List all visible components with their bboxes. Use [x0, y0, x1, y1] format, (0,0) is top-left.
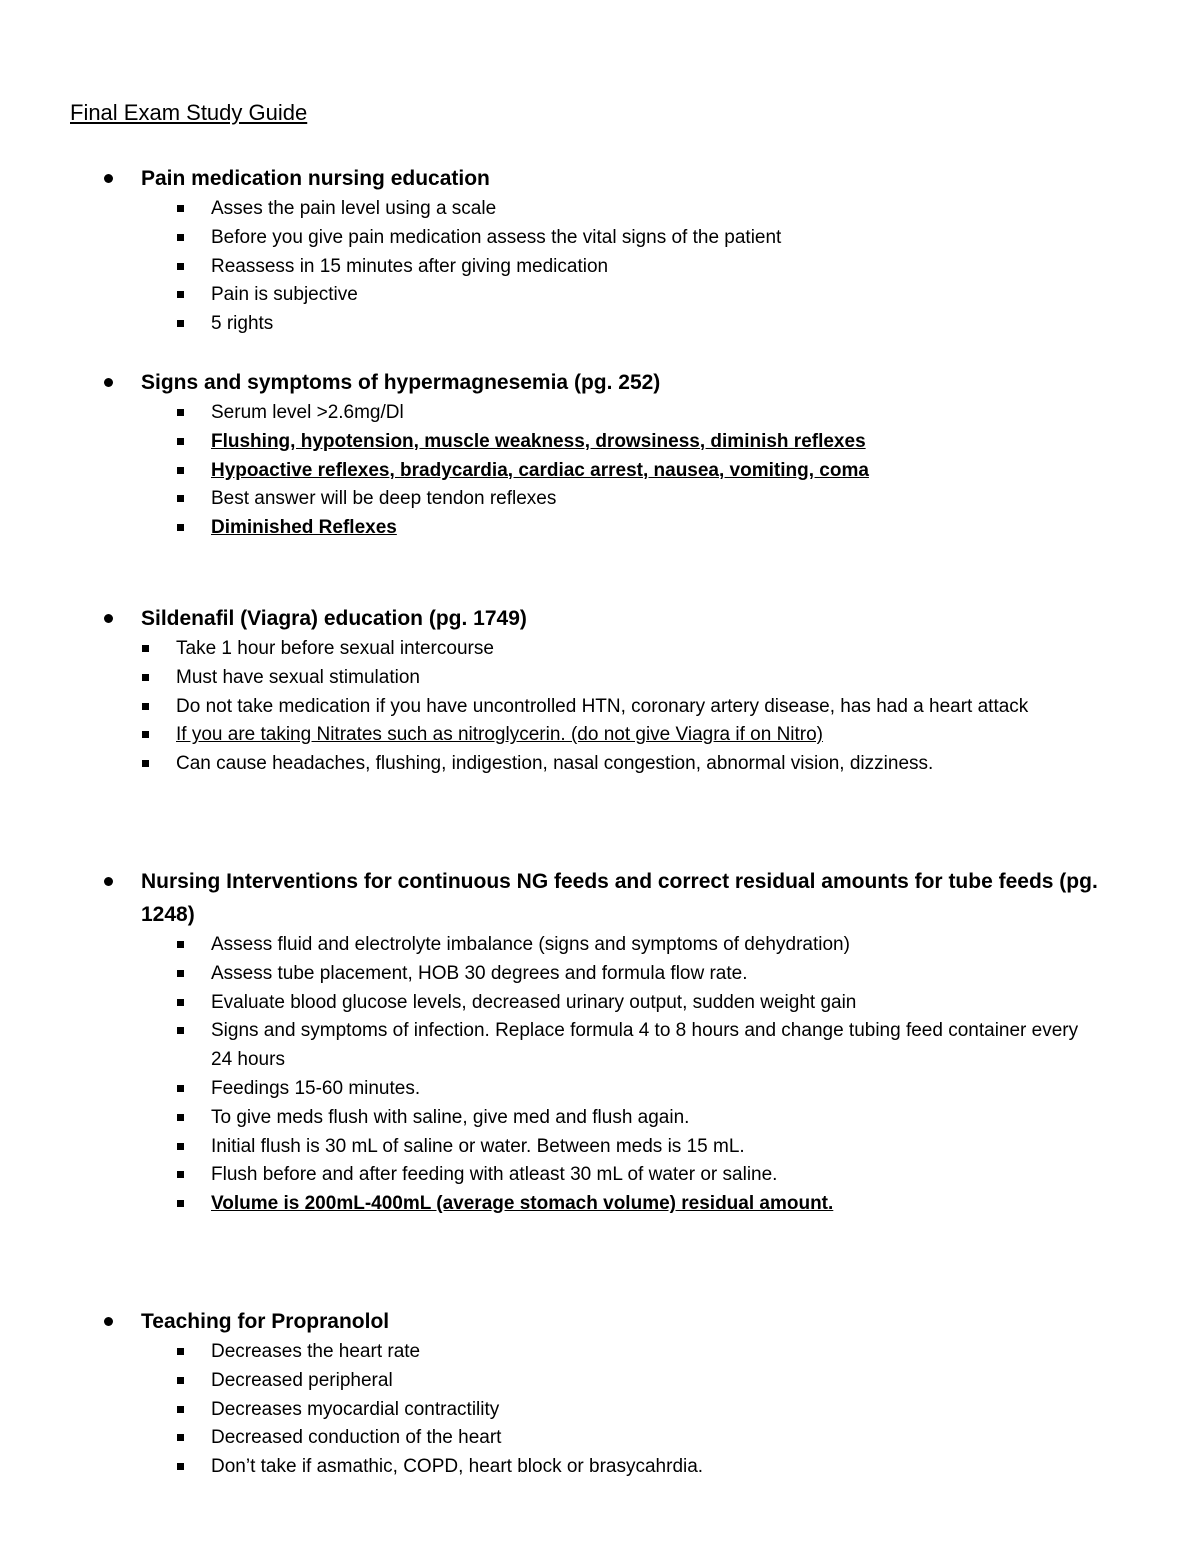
bullet-dot-icon — [104, 1317, 113, 1326]
square-bullet-icon — [177, 970, 184, 977]
list-item: Diminished Reflexes — [0, 514, 1200, 543]
bullet-list — [0, 195, 1200, 339]
list-item: Don’t take if asmathic, COPD, heart block or brasycahrdia. — [0, 1453, 1200, 1482]
bullet-dot-icon — [104, 877, 113, 886]
list-item: Asses the pain level using a scale — [0, 195, 1200, 224]
list-item: Pain is subjective — [0, 281, 1200, 310]
section-ng-feeds — [0, 865, 1200, 1219]
bullet-dot-icon — [104, 378, 113, 387]
list-item: Best answer will be deep tendon reflexes — [0, 485, 1200, 514]
section-sildenafil — [0, 602, 1200, 779]
square-bullet-icon — [142, 760, 149, 767]
section-heading — [0, 1305, 1200, 1338]
bullet-dot-icon — [104, 174, 113, 183]
list-item: Volume is 200mL-400mL (average stomach volume) residual amount. — [0, 1190, 1200, 1219]
list-item: Flush before and after feeding with atleast 30 mL of water or saline. — [0, 1161, 1200, 1190]
square-bullet-icon — [142, 731, 149, 738]
square-bullet-icon — [177, 1143, 184, 1150]
section-heading — [0, 162, 1200, 195]
list-item: Hypoactive reflexes, bradycardia, cardiac arrest, nausea, vomiting, coma — [0, 457, 1200, 486]
square-bullet-icon — [177, 205, 184, 212]
square-bullet-icon — [177, 1171, 184, 1178]
square-bullet-icon — [177, 1085, 184, 1092]
list-item: Do not take medication if you have uncontrolled HTN, coronary artery disease, has had a heart attack — [0, 693, 1200, 722]
square-bullet-icon — [177, 263, 184, 270]
square-bullet-icon — [177, 291, 184, 298]
square-bullet-icon — [177, 1377, 184, 1384]
list-item: Take 1 hour before sexual intercourse — [0, 635, 1200, 664]
list-item: Can cause headaches, flushing, indigestion, nasal congestion, abnormal vision, dizziness. — [0, 750, 1200, 779]
section-heading-text: Sildenafil (Viagra) education (pg. 1749) — [141, 607, 527, 630]
square-bullet-icon — [177, 1406, 184, 1413]
section-heading-text: Pain medication nursing education — [141, 167, 490, 190]
list-item: Decreased peripheral — [0, 1367, 1200, 1396]
square-bullet-icon — [177, 1027, 184, 1034]
square-bullet-icon — [142, 703, 149, 710]
section-heading — [0, 366, 1200, 399]
bullet-list — [0, 1338, 1200, 1482]
square-bullet-icon — [177, 234, 184, 241]
square-bullet-icon — [142, 674, 149, 681]
square-bullet-icon — [177, 409, 184, 416]
square-bullet-icon — [177, 999, 184, 1006]
list-item: Must have sexual stimulation — [0, 664, 1200, 693]
list-item: Reassess in 15 minutes after giving medication — [0, 253, 1200, 282]
list-item: Decreases the heart rate — [0, 1338, 1200, 1367]
list-item: Assess tube placement, HOB 30 degrees and formula flow rate. — [0, 960, 1200, 989]
square-bullet-icon — [177, 320, 184, 327]
list-item: Initial flush is 30 mL of saline or water. Between meds is 15 mL. — [0, 1133, 1200, 1162]
list-item: Flushing, hypotension, muscle weakness, drowsiness, diminish reflexes — [0, 428, 1200, 457]
square-bullet-icon — [177, 1348, 184, 1355]
square-bullet-icon — [142, 645, 149, 652]
section-heading — [0, 865, 1200, 931]
document-title: Final Exam Study Guide — [70, 100, 308, 125]
bullet-list — [0, 931, 1200, 1219]
list-item: Signs and symptoms of infection. Replace formula 4 to 8 hours and change tubing feed container every 24 hours — [0, 1017, 1200, 1075]
list-item: Decreases myocardial contractility — [0, 1396, 1200, 1425]
square-bullet-icon — [177, 1114, 184, 1121]
square-bullet-icon — [177, 941, 184, 948]
square-bullet-icon — [177, 467, 184, 474]
section-pain-medication — [0, 162, 1200, 339]
list-item: To give meds flush with saline, give med and flush again. — [0, 1104, 1200, 1133]
section-heading-text: Teaching for Propranolol — [141, 1310, 390, 1333]
list-item: If you are taking Nitrates such as nitroglycerin. (do not give Viagra if on Nitro) — [0, 721, 1200, 750]
square-bullet-icon — [177, 1463, 184, 1470]
square-bullet-icon — [177, 1434, 184, 1441]
section-heading — [0, 602, 1200, 635]
list-item: 5 rights — [0, 310, 1200, 339]
square-bullet-icon — [177, 524, 184, 531]
section-heading-text: Nursing Interventions for continuous NG feeds and correct residual amounts for tube feeds (pg. 1248) — [141, 870, 1098, 926]
list-item: Feedings 15-60 minutes. — [0, 1075, 1200, 1104]
section-propranolol — [0, 1305, 1200, 1482]
square-bullet-icon — [177, 495, 184, 502]
square-bullet-icon — [177, 438, 184, 445]
list-item: Assess fluid and electrolyte imbalance (signs and symptoms of dehydration) — [0, 931, 1200, 960]
list-item: Evaluate blood glucose levels, decreased urinary output, sudden weight gain — [0, 989, 1200, 1018]
bullet-dot-icon — [104, 614, 113, 623]
bullet-list — [0, 635, 1200, 779]
bullet-list — [0, 399, 1200, 543]
section-hypermagnesemia — [0, 366, 1200, 543]
section-heading-text: Signs and symptoms of hypermagnesemia (pg. 252) — [141, 371, 661, 394]
list-item: Decreased conduction of the heart — [0, 1424, 1200, 1453]
list-item: Serum level >2.6mg/Dl — [0, 399, 1200, 428]
list-item: Before you give pain medication assess the vital signs of the patient — [0, 224, 1200, 253]
square-bullet-icon — [177, 1200, 184, 1207]
